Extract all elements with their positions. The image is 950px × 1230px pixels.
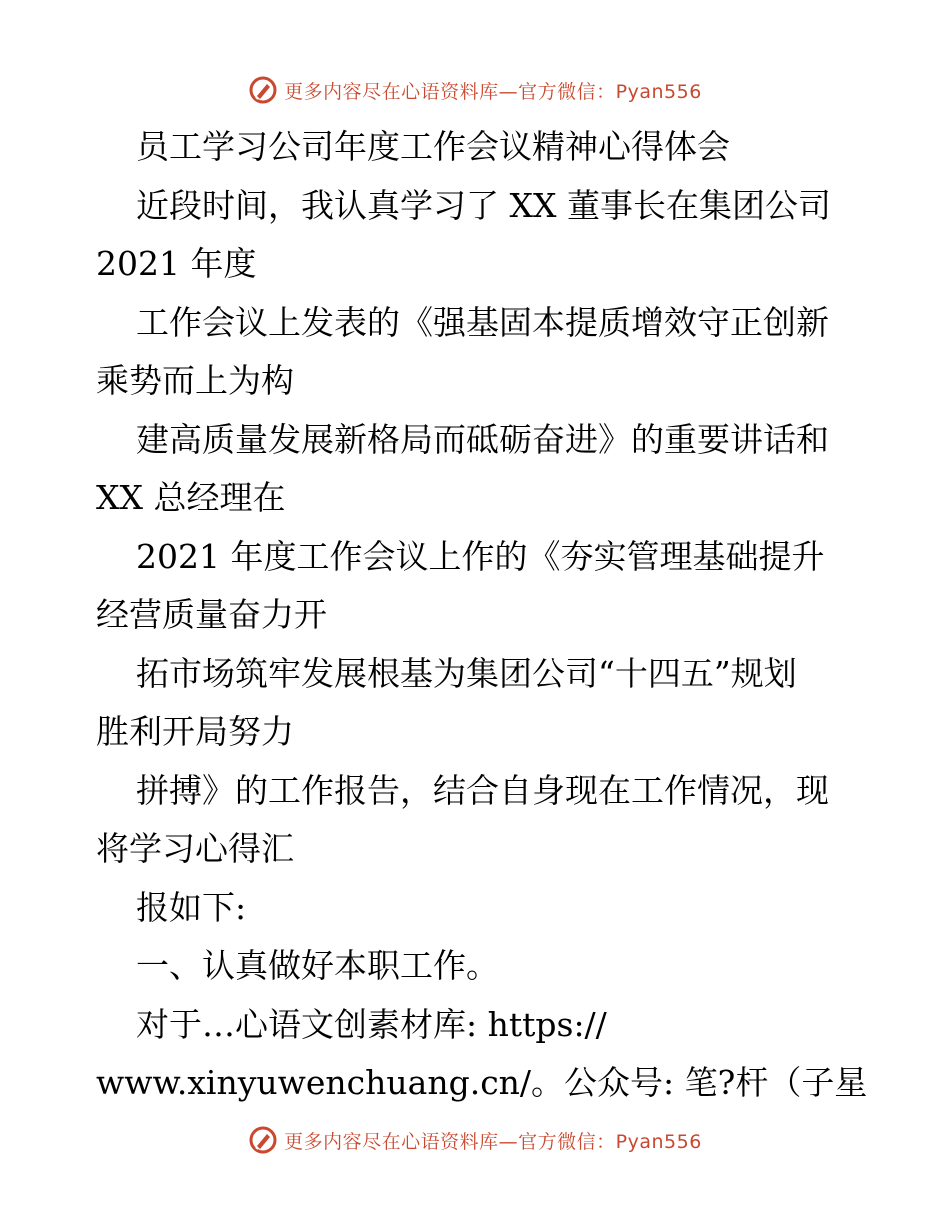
- pen-logo-icon: [248, 1125, 278, 1155]
- bottom-watermark-text: 更多内容尽在心语资料库—官方微信：Pyan556: [284, 1130, 702, 1153]
- text-line: 拓市场筑牢发展根基为集团公司“十四五”规划: [136, 653, 797, 693]
- text-line: 员工学习公司年度工作会议精神心得体会: [136, 127, 730, 166]
- text-line: 工作会议上发表的《强基固本提质增效守正创新: [136, 302, 829, 342]
- pen-logo-icon: [248, 75, 278, 105]
- text-line: 建高质量发展新格局而砥砺奋进》的重要讲话和: [136, 419, 829, 459]
- top-watermark-banner: [0, 70, 950, 110]
- text-line: 乘势而上为构: [96, 361, 294, 400]
- document-body: [96, 118, 876, 1113]
- text-line: www.xinyuwenchuang.cn/。公众号: 笔?杆（子星: [96, 1063, 868, 1102]
- text-line: 对于…心语文创素材库: https://: [136, 1004, 607, 1044]
- text-line: 一、认真做好本职工作。: [136, 946, 499, 985]
- text-line: 近段时间，我认真学习了 XX 董事长在集团公司: [136, 185, 831, 225]
- text-line: 2021 年度: [96, 244, 257, 283]
- text-line: 胜利开局努力: [96, 712, 294, 751]
- bottom-watermark-banner: [0, 1120, 950, 1160]
- text-line: 拼搏》的工作报告，结合自身现在工作情况，现: [136, 770, 829, 810]
- text-line: 经营质量奋力开: [96, 595, 327, 634]
- text-line: 将学习心得汇: [96, 829, 294, 868]
- text-line: 2021 年度工作会议上作的《夯实管理基础提升: [136, 536, 825, 576]
- top-watermark-text: 更多内容尽在心语资料库—官方微信：Pyan556: [284, 80, 702, 103]
- text-line: 报如下:: [136, 887, 247, 927]
- text-line: XX 总经理在: [96, 478, 286, 517]
